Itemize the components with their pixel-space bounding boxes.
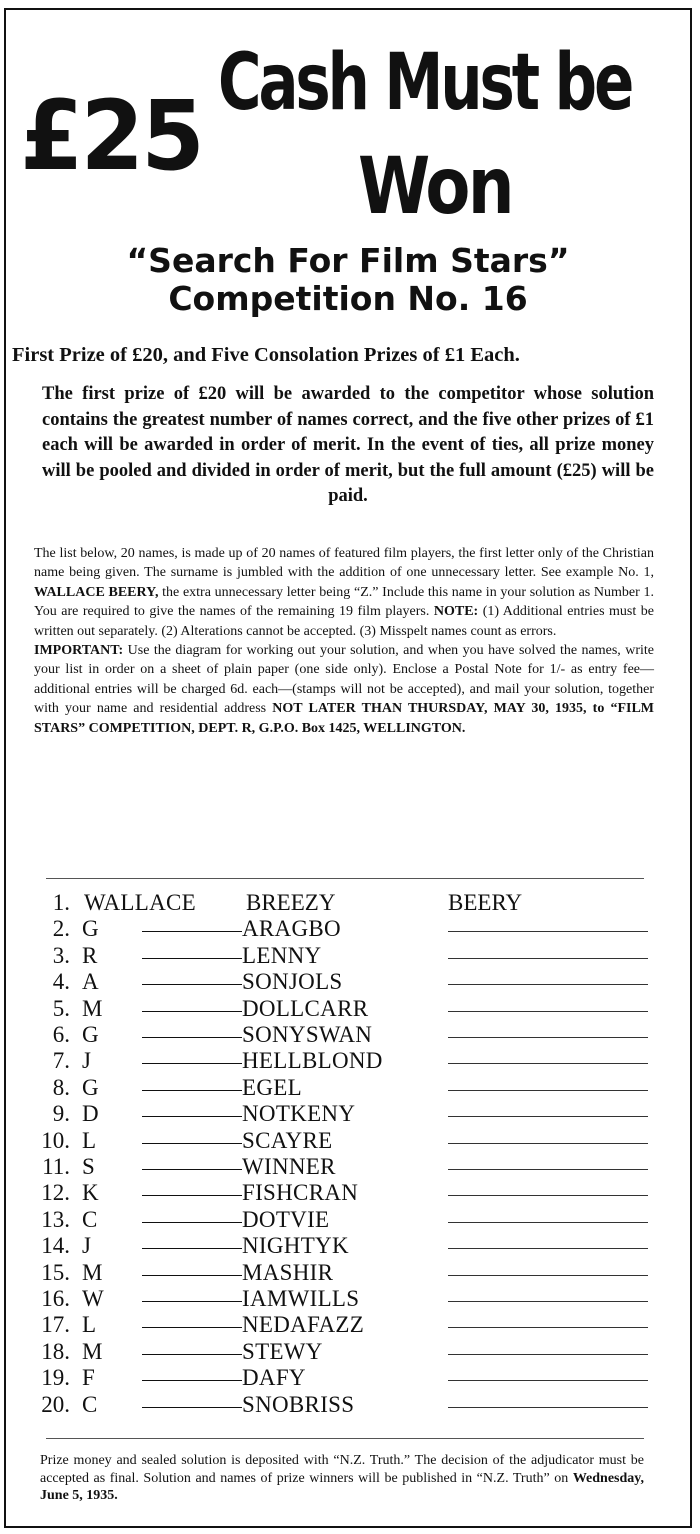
row-initial: W	[82, 1286, 104, 1311]
divider-top	[46, 878, 644, 879]
row-initial: D	[82, 1101, 99, 1127]
answer-line	[448, 1248, 648, 1249]
row-initial: R	[82, 942, 98, 968]
row-initial: F	[82, 1365, 95, 1391]
footer-text: Prize money and sealed solution is deposited with “N.Z. Truth.” The decision of the adjudicator must be accepted as final. Solution and names of prize winners will be published in “N.Z. Truth” on	[40, 1453, 644, 1486]
row-jumbled-surname: SONYSWAN	[242, 1022, 373, 1047]
row-initial: M	[82, 1259, 103, 1285]
answer-line	[448, 1169, 648, 1170]
row-number: 9.	[52, 1101, 70, 1127]
row-number: 4.	[52, 969, 70, 995]
table-row	[6, 1286, 690, 1312]
row-jumbled-surname: DOTVIE	[242, 1206, 330, 1232]
first-name-blank	[142, 1327, 242, 1328]
row-jumbled-surname: SNOBRISS	[242, 1391, 355, 1417]
answer-line	[448, 1011, 648, 1012]
answer-line	[448, 1116, 648, 1117]
first-name-blank	[142, 958, 242, 959]
first-name-blank	[142, 1116, 242, 1117]
first-name-blank	[142, 931, 242, 932]
answer-line	[448, 1380, 648, 1381]
answer-line	[448, 1301, 648, 1302]
rules-section	[34, 544, 654, 738]
rules-paragraph-1	[34, 544, 654, 641]
example-row	[6, 890, 690, 916]
first-name-blank	[142, 984, 242, 985]
table-row	[6, 969, 690, 995]
rules-paragraph-2	[34, 641, 654, 738]
row-jumbled-surname: NOTKENY	[242, 1101, 356, 1127]
competition-title	[6, 242, 690, 318]
row-number: 2.	[52, 916, 70, 942]
note-text: (1) Additional entries must be written out separately. (2) Alterations cannot be accepted. (3) Misspelt names count as errors.	[34, 604, 655, 639]
first-name-blank	[142, 1090, 242, 1091]
row-jumbled-surname: DAFY	[242, 1365, 306, 1391]
row-jumbled-surname: SONJOLS	[242, 969, 343, 995]
table-row	[6, 1392, 690, 1418]
answer-line	[448, 1090, 648, 1091]
headline-line-1: Cash Must be	[218, 38, 632, 128]
example-first-name: WALLACE	[84, 890, 196, 915]
row-initial: S	[82, 1154, 95, 1179]
table-row	[6, 1260, 690, 1286]
row-initial: L	[82, 1127, 97, 1153]
row-number: 14.	[41, 1233, 70, 1259]
competition-title-line-1: “Search For Film Stars”	[126, 241, 570, 280]
table-row	[6, 1312, 690, 1338]
row-jumbled-surname: WINNER	[242, 1154, 336, 1179]
first-name-blank	[142, 1169, 242, 1170]
row-initial: J	[82, 1048, 91, 1074]
row-initial: J	[82, 1233, 91, 1259]
prize-amount: £25	[20, 80, 202, 192]
row-jumbled-surname: EGEL	[242, 1074, 302, 1100]
answer-line	[448, 1275, 648, 1276]
note-label: NOTE:	[433, 604, 479, 620]
row-number: 17.	[41, 1312, 70, 1338]
advertisement-page	[4, 8, 692, 1528]
table-row	[6, 1339, 690, 1365]
row-number: 18.	[41, 1338, 70, 1364]
important-label: IMPORTANT:	[34, 643, 124, 659]
row-initial: L	[82, 1312, 97, 1338]
answer-line	[448, 1143, 648, 1144]
row-initial: A	[82, 969, 99, 995]
row-jumbled-surname: MASHIR	[242, 1259, 334, 1285]
example-jumbled: BREEZY	[246, 890, 336, 915]
first-name-blank	[142, 1222, 242, 1223]
deadline-text: NOT LATER THAN THURSDAY, MAY 30, 1935, to “FILM STARS” COMPETITION, DEPT. R, G.P.O. Box 1425, WELLINGTON.	[34, 701, 655, 736]
first-name-blank	[142, 1301, 242, 1302]
publication-date: Wednesday, June 5, 1935.	[40, 1470, 645, 1503]
row-jumbled-surname: ARAGBO	[242, 916, 341, 942]
row-jumbled-surname: NIGHTYK	[242, 1233, 349, 1259]
row-number: 20.	[41, 1391, 70, 1417]
first-name-blank	[142, 1195, 242, 1196]
first-name-blank	[142, 1407, 242, 1408]
row-number: 8.	[52, 1074, 70, 1100]
row-jumbled-surname: IAMWILLS	[242, 1286, 360, 1311]
prize-summary: First Prize of £20, and Five Consolation Prizes of £1 Each.	[12, 344, 520, 366]
table-row	[6, 1365, 690, 1391]
intro-paragraph: The first prize of £20 will be awarded to the competitor whose solution contains the greatest number of names correct, and the five other prizes of £1 each will be awarded in order of merit. In the event of ties, all prize money will be pooled and divided in order of merit, but the full amount (£25) will be paid.	[42, 384, 654, 506]
row-number: 5.	[52, 995, 70, 1021]
row-number: 19.	[41, 1365, 70, 1391]
row-initial: G	[82, 1074, 99, 1100]
row-jumbled-surname: LENNY	[242, 942, 322, 968]
table-row	[6, 943, 690, 969]
row-jumbled-surname: NEDAFAZZ	[242, 1312, 365, 1338]
first-name-blank	[142, 1380, 242, 1381]
table-row	[6, 1075, 690, 1101]
row-number: 11.	[42, 1154, 70, 1179]
table-row	[6, 1154, 690, 1180]
first-name-blank	[142, 1011, 242, 1012]
row-initial: G	[82, 1022, 99, 1047]
first-name-blank	[142, 1037, 242, 1038]
table-row	[6, 996, 690, 1022]
table-row	[6, 1180, 690, 1206]
row-jumbled-surname: HELLBLOND	[242, 1048, 383, 1074]
answer-line	[448, 1063, 648, 1064]
row-initial: G	[82, 916, 99, 942]
rules-text: the extra unnecessary letter being “Z.” Include this name in your solution as Number 1. You are required to give the names of the remaining 19 film players.	[34, 584, 655, 620]
answer-line	[448, 984, 648, 985]
answer-line	[448, 1327, 648, 1328]
headline	[6, 30, 690, 240]
row-number: 1.	[52, 890, 70, 915]
row-jumbled-surname: STEWY	[242, 1338, 323, 1364]
row-number: 10.	[41, 1127, 70, 1153]
table-row	[6, 1022, 690, 1048]
first-name-blank	[142, 1275, 242, 1276]
row-initial: M	[82, 995, 103, 1021]
first-name-blank	[142, 1248, 242, 1249]
row-jumbled-surname: FISHCRAN	[242, 1180, 359, 1206]
row-number: 13.	[41, 1206, 70, 1232]
table-row	[6, 1128, 690, 1154]
row-jumbled-surname: SCAYRE	[242, 1127, 333, 1153]
answer-line	[448, 931, 648, 932]
table-row	[6, 916, 690, 942]
answer-line	[448, 1407, 648, 1408]
first-name-blank	[142, 1143, 242, 1144]
footer-note	[40, 1452, 644, 1505]
answer-line	[448, 1037, 648, 1038]
competition-title-line-2: Competition No. 16	[168, 278, 528, 318]
row-initial: M	[82, 1338, 103, 1364]
first-name-blank	[142, 1354, 242, 1355]
answer-line	[448, 1354, 648, 1355]
important-text: Use the diagram for working out your solution, and when you have solved the names, write your list in order on a sheet of plain paper (one side only). Enclose a Postal Note for 1/- as entry fee—additional entries will be charged 6d. each—(stamps will not be accepted), and mail your solution, together with your name and residential address	[34, 643, 654, 717]
table-row	[6, 1048, 690, 1074]
row-number: 12.	[41, 1180, 70, 1206]
row-number: 6.	[52, 1022, 70, 1047]
table-row	[6, 1207, 690, 1233]
rules-text: The list below, 20 names, is made up of 20 names of featured film players, the first letter only of the Christian name being given. The surname is jumbled with the addition of one unnecessary letter. See example No. 1,	[34, 546, 654, 581]
headline-line-2: Won	[358, 142, 513, 232]
row-number: 15.	[41, 1259, 70, 1285]
row-initial: C	[82, 1206, 98, 1232]
row-initial: K	[82, 1180, 99, 1206]
answer-line	[448, 958, 648, 959]
answer-line	[448, 1222, 648, 1223]
row-initial: C	[82, 1391, 98, 1417]
row-number: 3.	[52, 942, 70, 968]
answer-line	[448, 1195, 648, 1196]
row-number: 7.	[52, 1048, 70, 1074]
divider-bottom	[46, 1438, 644, 1439]
table-row	[6, 1233, 690, 1259]
example-answer: BEERY	[448, 890, 523, 915]
first-name-blank	[142, 1063, 242, 1064]
table-row	[6, 1101, 690, 1127]
row-number: 16.	[41, 1286, 70, 1311]
row-jumbled-surname: DOLLCARR	[242, 995, 369, 1021]
example-name: WALLACE BEERY,	[34, 584, 159, 600]
